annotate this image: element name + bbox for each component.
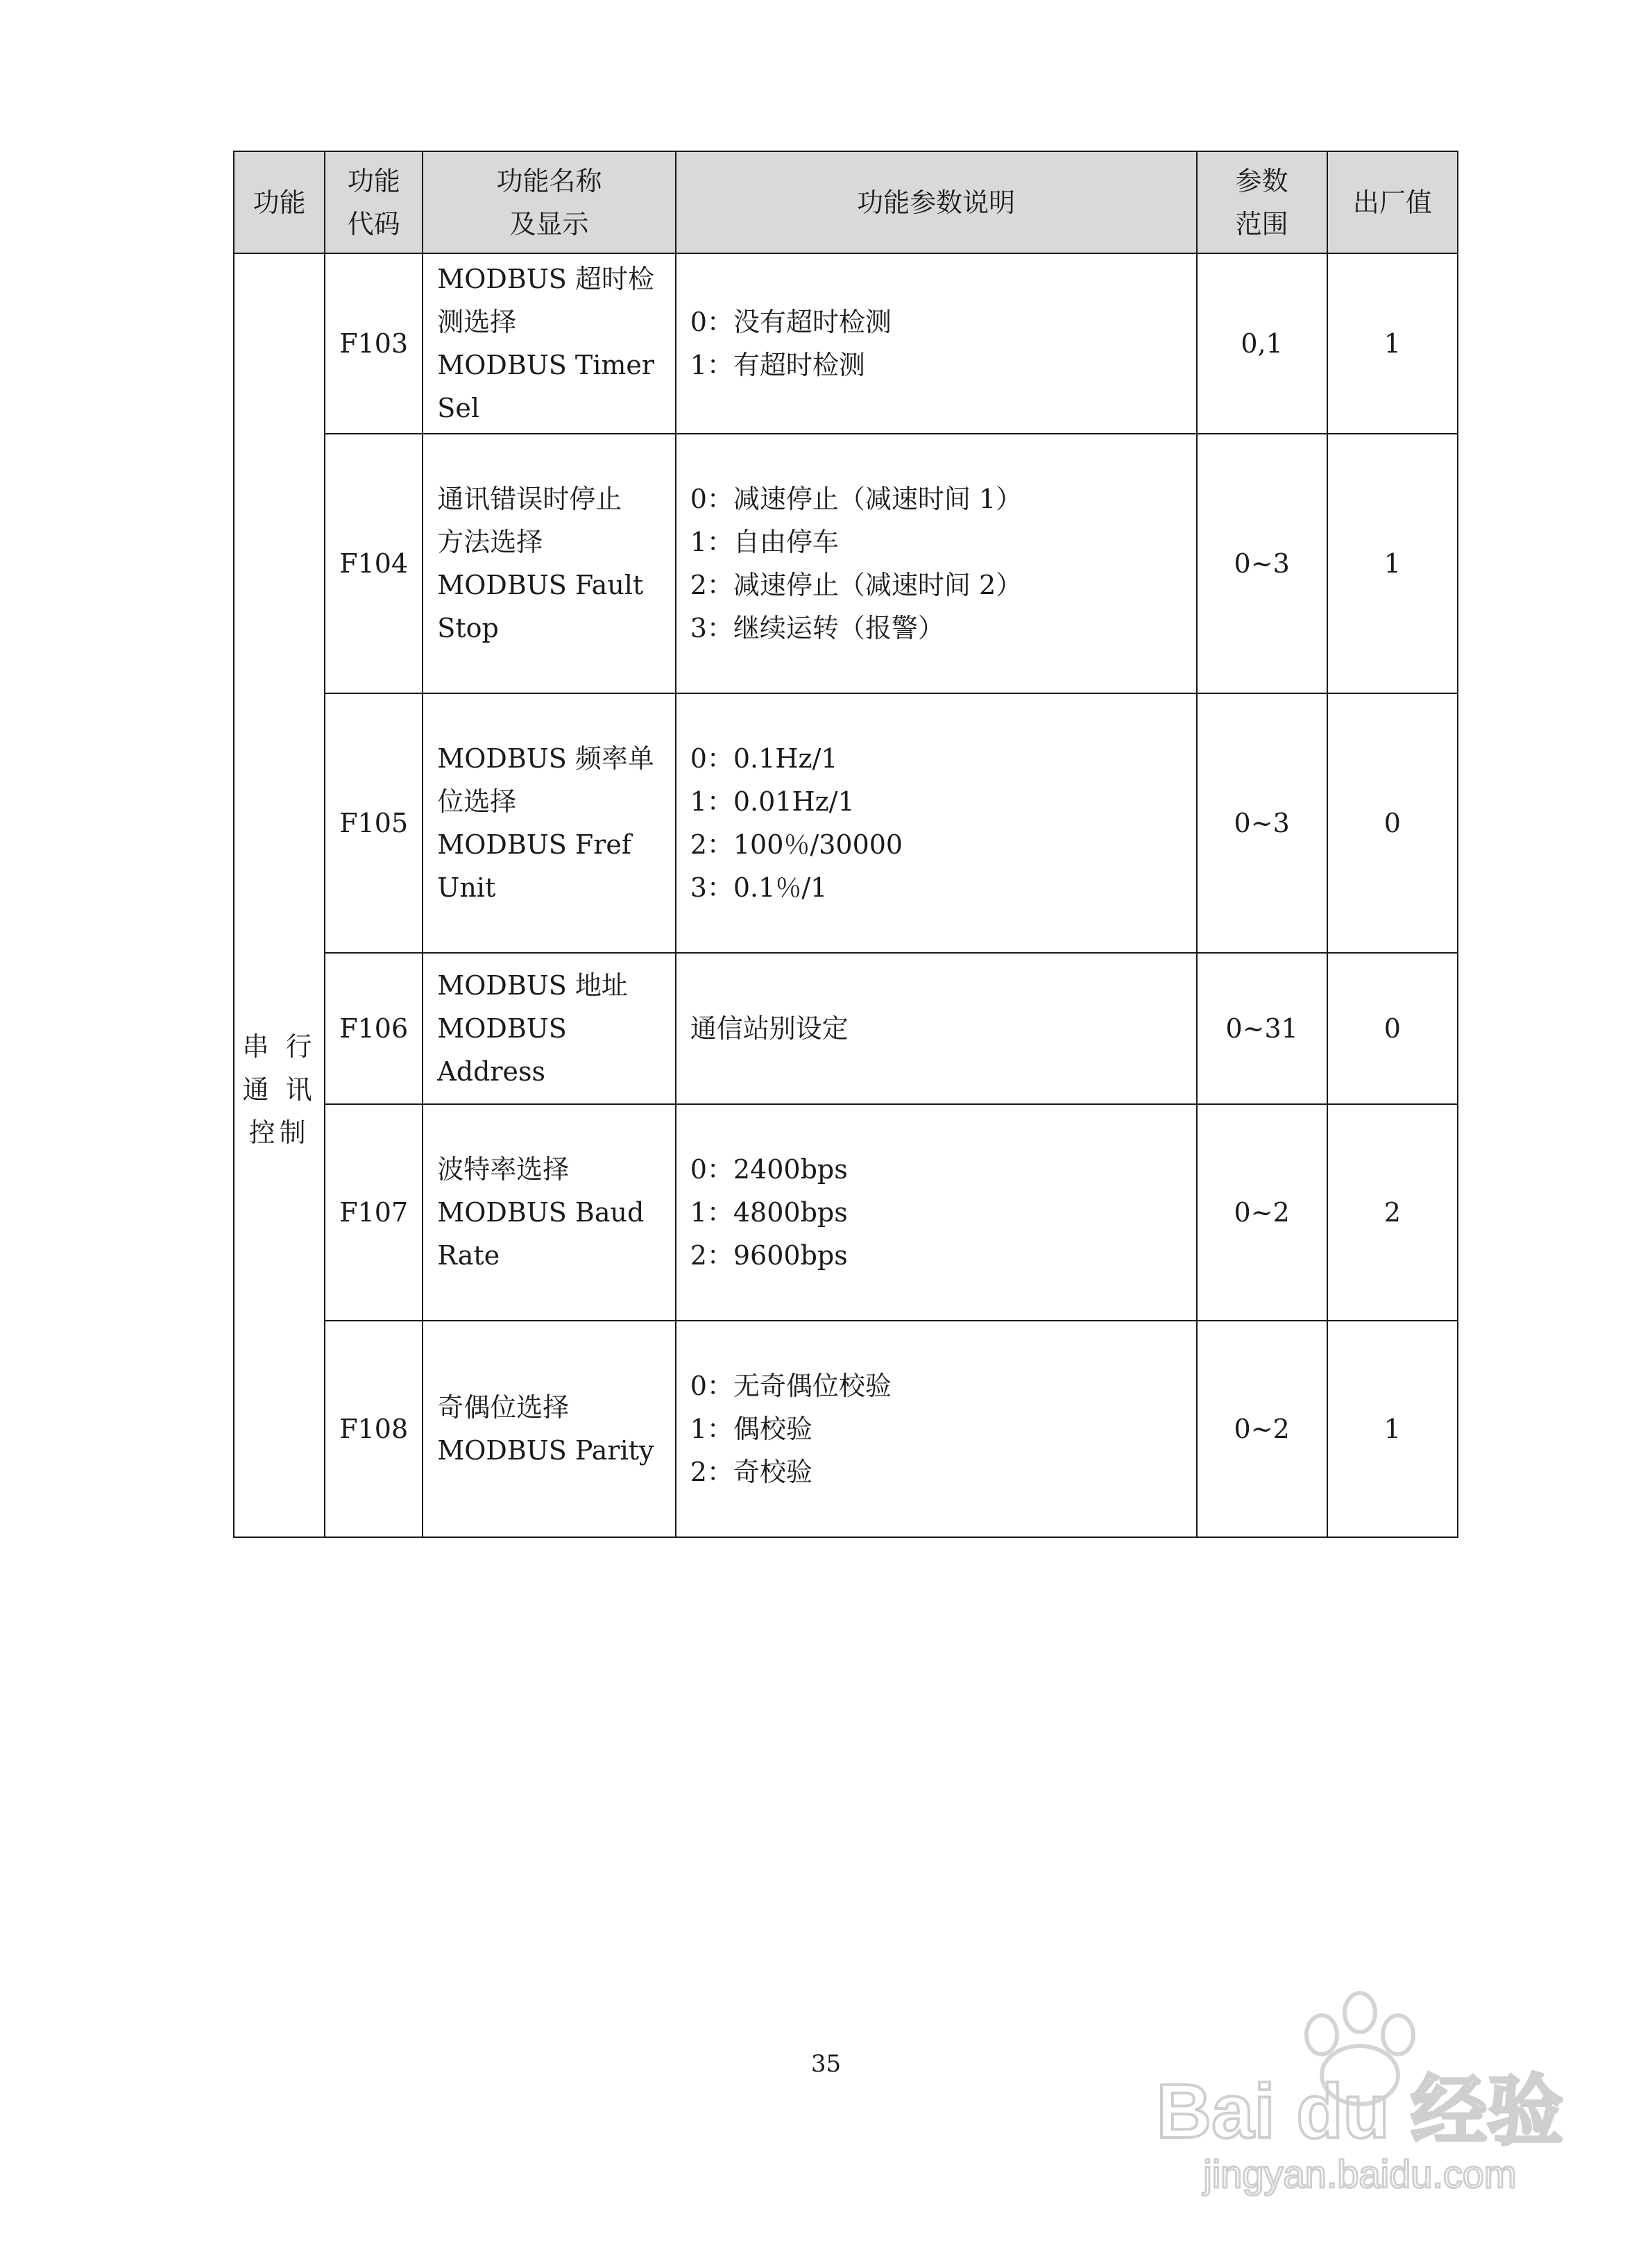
name-cell: MODBUS 地址 MODBUS Address [423, 953, 675, 1104]
header-function: 功能 [234, 151, 325, 253]
header-name: 功能名称 及显示 [423, 151, 675, 253]
range-cell: 0~2 [1197, 1104, 1327, 1321]
header-code: 功能 代码 [325, 151, 423, 253]
header-description: 功能参数说明 [676, 151, 1197, 253]
watermark-url: jingyan.baidu.com [1203, 2152, 1517, 2196]
table-row [234, 1104, 1458, 1321]
default-cell: 0 [1327, 693, 1458, 953]
range-cell: 0~3 [1197, 434, 1327, 693]
code-cell: F106 [325, 953, 423, 1104]
name-cell: MODBUS 频率单 位选择 MODBUS Fref Unit [423, 693, 675, 953]
table-row [234, 1321, 1458, 1537]
name-cell: MODBUS 超时检 测选择 MODBUS Timer Sel [423, 253, 675, 434]
code-cell: F107 [325, 1104, 423, 1321]
description-cell: 0：2400bps 1：4800bps 2：9600bps [676, 1104, 1197, 1321]
code-cell: F108 [325, 1321, 423, 1537]
description-cell: 0：没有超时检测 1：有超时检测 [676, 253, 1197, 434]
code-cell: F105 [325, 693, 423, 953]
table-row [234, 253, 1458, 434]
default-cell: 1 [1327, 253, 1458, 434]
code-cell: F103 [325, 253, 423, 434]
range-cell: 0~2 [1197, 1321, 1327, 1537]
parameter-table [233, 151, 1458, 1538]
header-row [234, 151, 1458, 253]
code-cell: F104 [325, 434, 423, 693]
page-number: 35 [810, 2050, 842, 2078]
table-row [234, 953, 1458, 1104]
name-cell: 通讯错误时停止 方法选择 MODBUS Fault Stop [423, 434, 675, 693]
default-cell: 0 [1327, 953, 1458, 1104]
description-cell: 0：0.1Hz/1 1：0.01Hz/1 2：100％/30000 3：0.1％/1 [676, 693, 1197, 953]
description-cell: 0：无奇偶位校验 1：偶校验 2：奇校验 [676, 1321, 1197, 1537]
name-cell: 奇偶位选择 MODBUS Parity [423, 1321, 675, 1537]
baidu-jingyan-watermark [1152, 1971, 1568, 2200]
range-cell: 0~31 [1197, 953, 1327, 1104]
header-default: 出厂值 [1327, 151, 1458, 253]
watermark-brand: Bai du 经验 [1156, 2069, 1564, 2154]
default-cell: 1 [1327, 1321, 1458, 1537]
default-cell: 2 [1327, 1104, 1458, 1321]
header-range: 参数 范围 [1197, 151, 1327, 253]
name-cell: 波特率选择 MODBUS Baud Rate [423, 1104, 675, 1321]
description-cell: 0：减速停止（减速时间 1） 1：自由停车 2：减速停止（减速时间 2） 3：继续运转（报警） [676, 434, 1197, 693]
table-row [234, 434, 1458, 693]
range-cell: 0,1 [1197, 253, 1327, 434]
range-cell: 0~3 [1197, 693, 1327, 953]
description-cell: 通信站别设定 [676, 953, 1197, 1104]
table-row [234, 693, 1458, 953]
default-cell: 1 [1327, 434, 1458, 693]
group-cell: 串 行 通 讯 控制 [234, 253, 325, 1537]
